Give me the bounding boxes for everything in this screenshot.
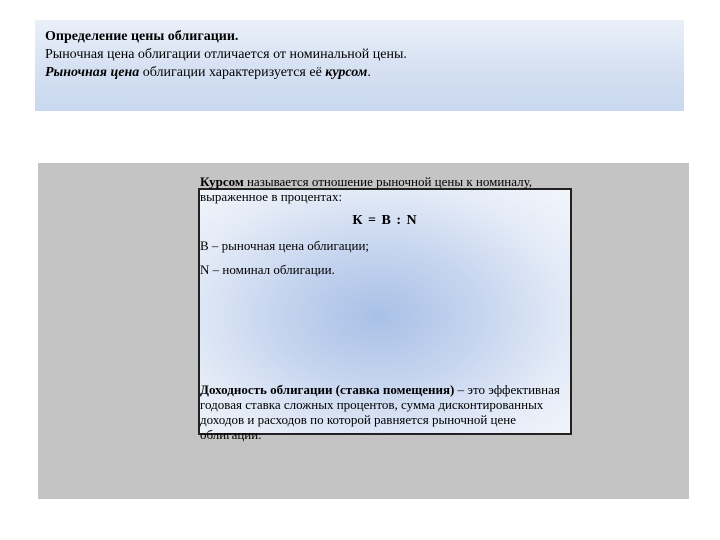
header-line-3: Рыночная цена облигации характеризуется её курсом. bbox=[45, 65, 371, 80]
yield-definition-term: Доходность облигации (ставка помещения) bbox=[200, 382, 455, 397]
rate-definition-term: Курсом bbox=[200, 174, 244, 189]
header-title: Определение цены облигации. bbox=[45, 29, 239, 44]
formula-n-explanation: N – номинал облигации. bbox=[200, 262, 335, 277]
rate-term: курсом bbox=[325, 65, 368, 80]
yield-definition: Доходность облигации (ставка помещения) – это эффективная годовая ставка сложных процентов, сумма дисконтированных доходов и расходов по которой равняется рыночной цене облигации. bbox=[200, 382, 560, 442]
header-box bbox=[35, 20, 684, 111]
rate-definition: Курсом называется отношение рыночной цены к номиналу, выраженное в процентах: bbox=[200, 174, 533, 204]
header-line-2: Рыночная цена облигации отличается от номинальной цены. bbox=[45, 47, 407, 62]
formula-b-explanation: В – рыночная цена облигации; bbox=[200, 238, 370, 253]
market-price-term: Рыночная цена bbox=[45, 65, 140, 80]
rate-formula: К = В : N bbox=[352, 213, 418, 228]
